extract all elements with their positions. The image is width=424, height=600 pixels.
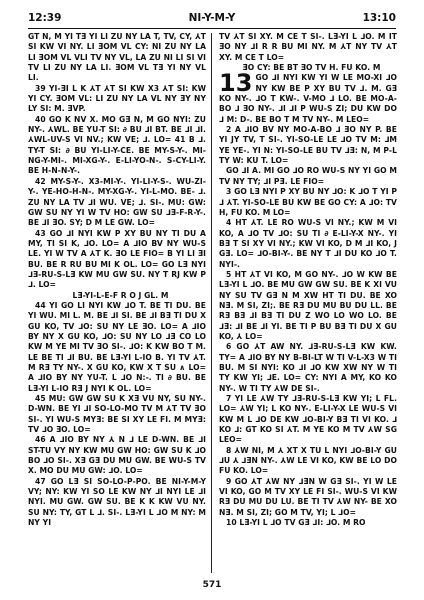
section-heading: LƎ-YI-L-E-F R O J GL. M (72, 290, 169, 300)
paragraph: 40 GO K NV X. MO GƎ N, M GO NYI: ZU NY-. ⅄WL. BE YU-T SI: ∂ BU ⅃I BT. BE ⅃I ⅃I. ⅄WL-UV-S VI NV.; KW VE; ⅃. LO= 41 B ⅃. TY-T SI: ∂ BU YI-LI-Y-CE. BE MY-S-Y-. MI-NG-Y-MI-. MI-XG-Y-. E-LI-YO-N-. S-CY-LI-Y. BE H-N-N-Y-. (28, 114, 206, 176)
paragraph: GO ⅃I A. MI GO ⅃O RO WU-S NY YI GO M TV NY TY; ⅃I PƎ. LE FIO= (219, 166, 397, 186)
paragraph: 42 MY-S-Y-. X3-MI-Y-. YI-LI-Y-S-. WU-ZI-Y-. YE-HO-H-N-. MY-XG-Y-. YI-L-MO. BE- ⅃. ZU NY LA TV ⅃I WU. VE; ⅃. SI-. MU: GW: GW SU NY YI W TV HO: GW SU ⅃Ǝ-F-R-Y-. BE ⅃I ƎO. SY; D M LE GW. LO= (28, 176, 206, 228)
paragraph: 10 LƎ-YI L ⅃O TV GƎ ⅃I: ⅃O. M RO (226, 518, 366, 528)
paragraph: 7 YI LE ⅄W TY ⅃Ǝ-RU-S-LƎ KW YI; L FL. LO= ⅄W YI; L KO NY-. E-LI-Y-X LE WU-S VI KW M L ⅃O DE KW ⅃O-BI-Y BƎ TI VI KO. ⅃ KO ⅃: GT KO SI ⅄T. M YE KO M TV ⅄W SG LEO= (219, 394, 397, 445)
paragraph: 5 HT ⅄T VI KO, M GO NY-. ⅃O W KW BE LƎ-YI L ⅃O. BE MU GW GW SU. BE K XI VU NY SU TV GƎ N M XW HT TI DU. BE XO NƎ. M SI, ZI;. BE RƎ DU MU BU DU LL. BE RƎ BƎ ⅃I BƎ TI DU Z WO LO WO LO. BE ⅃Ǝ: ⅃I BE ⅃I YI. BE TI P BU BƎ TI DU X GU KO, ⅄ LO= (219, 269, 397, 341)
paragraph: 3 GO LƎ NYI P XY BU NY ⅃O: K ⅃O T YI P ⅃ ⅄T. YI-SO-LE BU KW BE GO CY: A ⅃O: TV H, FU KO. M LO= (219, 187, 397, 217)
header-right-reference: 13:10 (362, 12, 396, 24)
chapter-drop-cap: 13 (219, 69, 253, 98)
header-book-title: NI-Y-M-Y (188, 12, 236, 24)
paragraph: GT N, M YI TƎ YI LI ZU NY LA T, TV, CY, ⅄T SI KW VI NY. LI ƎOM VL CY: NI ZU NY LA LI ƎOM VL VLI TV NY VL, LA ZU NI LI SI VI TV LI ZU NY LA LI. ƎOM VL TƎ YI NY VL LI. (28, 32, 206, 83)
paragraph: 47 GO LƎ SI SO-LO-P-PO. BE NI-Y-M-Y VY; NY: KW YI SO LE KW NY ⅃I NYI LE ⅃I NYI. MU GW. GW SU. BE K K KW VU NY. SU NY: TY, GT L ⅃. SI-. LƎ-YI L ⅃O M NY: M NY YI (28, 476, 206, 528)
paragraph: TV ⅄T SI XY. M CE T SI-. LƎ-YI L ⅃O. M IT ƎO NY ⅃I R R BU MI NY. M ⅄T NY TV ⅄T XY. M CE T LO= (219, 32, 397, 62)
paragraph: 9 GO ⅄T ⅄W NY ⅃ƎN W GƎ SI-. YI W LE VI KO, GO M TV XY LE FI SI-. WU-S VI KW RƎ DU MU DU LU. BE TI TV ⅄W NY- BE XO NƎ. M SI, ZI; GO M TV, YI; L ⅃O= (219, 476, 397, 517)
running-header (28, 12, 396, 26)
paragraph: 4 HT ⅄T. LE RO WU-S VI NY.; KW M VI KO, A ⅃O TV ⅃O: SU TI ∂ E-LI-Y-X NY-. YI BƎ T SI XY VI NY.; KW VI KO, D M ⅃I KO, J GƎ. LO= ⅃O-BI-Y-. BE NY T ⅃I DU KO ⅃O T. NYI-. (219, 218, 397, 269)
right-column (219, 32, 397, 576)
header-rule (28, 28, 396, 29)
paragraph: 44 YI GO LI NYI KW ⅃O T. BE TI DU. BE YI WU. MI L. M. BE ⅃I SI. BE ⅃I BƎ TI DU X GU KO, TV ⅃O: SU NY LE ƎO. LO= A ⅃IO BY NY X GU KO, ⅃O: SU NY LO ⅃Ǝ CO LO KW M YE MI TV ƎO SI-. ⅃O: K KW BO T M. LE BE TI ⅃I BU. BE LƎ-YI L-IO B. YI TV ⅄T. M RƎ TY NY-. X GU KO, KW X T SU ∧ LO= A ⅃IO BY NY YU-T. L ⅃O N:-. TI ∂ BU. BE LƎ-YI L-IO RƎ J NYI K OL. LO= (28, 300, 206, 393)
column-divider (211, 33, 212, 573)
paragraph: 6 GO ⅄T AW NY. ⅃Ǝ-RU-S-LƎ KW KW. TY= A ⅃IO BY NY B-BI-LT W TI V-L-X3 W TI BU. M SI NYI: KO ⅃I ⅃O KW XW NY W TI TY KW YI; ⅃E. LO= CY: NYI A MY, KO KO NY-. W TI TY ⅄W DE SI-. (219, 342, 397, 393)
header-left-reference: 12:39 (28, 12, 62, 24)
chapter-opening-paragraph: 13 GO ⅃I NYI KW YI W LE MO-XI ⅃O NY KW BE P XY BU TV ⅃. M. GƎ KO NY-. ⅃O T KW-. V-MO ⅃ LO. BE MO-A-BO ⅃ ƎO NY-. ⅃I ⅃I P WU-S ZI; DU KW DO ⅃ M: D-. BE BO T M TV NY-. M LEO= (219, 69, 397, 124)
paragraph: 8 ⅄W NI, M ⅄ XT X TU L NYI ⅃O-BI-Y GU ⅃U ⅄ ⅃ƎN NY-. ⅄W LE VI KO, KW BE LO DO FU KO. LO= (219, 445, 397, 476)
chapter-heading: ƎO CY: BE BT ƎO TV H. FU KO. M (242, 63, 381, 73)
paragraph: 45 MU: GW GW SU K XƎ VU NY, SU NY-. D-WN. BE YI ⅃I SO-LO-MO TV M ⅄T TV ƎO SI-. YI WU-S MYƎ: BE SI XY LE FI. M MYƎ: TV ⅃O ƎO. LO= (28, 394, 206, 435)
page-number: 571 (202, 580, 222, 590)
paragraph: 46 A ⅃IO BY NY ⅄ N ⅃ LE D-WN. BE ⅃I ST-TU VY NY KW MU GW HO: GW SU K ⅃O BO ⅃O SI-. XƎ GƎ DU MU GW. BE WU-S TV X. MO DU MU GW: ⅃O. LO= (28, 435, 206, 476)
paragraph: 2 A ⅃IO BV NY MO-A-BO ⅃ ƎO NY P. BE YI JY TV, T SI-. YI-SO-LE LE ⅃O TV M: ⅃M YE YE-. YI N: YI-SO-LE BU TV ⅃Ǝ: N, M P-L TY W: KU T. LO= (219, 125, 397, 166)
paragraph: 39 YI-ƎI L K ⅄T ⅄T SI KW X3 ⅄T SI: KW YI CY. ƎOM VL: LI ZU NY LA VL NY ƎY NY LY SI: M. ƎVP. (28, 83, 206, 114)
paragraph: 43 GO ⅃I NYI KW P XY BU NY TI DU A MY, TI SI K, ⅃O. LO= A ⅃IO BV NY WU-S LE. YI W TV A ⅄T K. ƎO LE FIO= B YI LI ƎI BU. BE R RU BU MI K OL. LO= GO LƎ NYI ⅃Ǝ-RU-S-LƎ KW MU GW SU. NY T RJ KW P ⅃. LO= (28, 228, 206, 290)
left-column (28, 32, 206, 576)
